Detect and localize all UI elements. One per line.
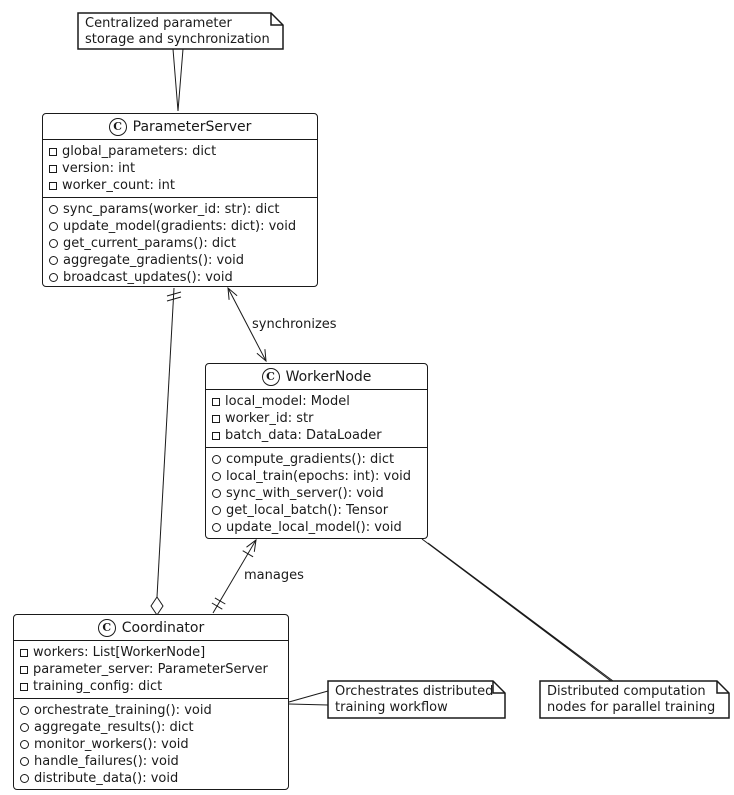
edge-label-synchronizes: synchronizes: [252, 317, 337, 332]
method-row: [14, 702, 288, 719]
method-icon: [49, 273, 58, 282]
method-text: local_train(epochs: int): void: [226, 469, 412, 484]
method-icon: [212, 523, 221, 532]
field-icon: [49, 182, 57, 190]
method-icon: [20, 774, 29, 783]
class-name: ParameterServer: [132, 118, 252, 135]
method-text: update_model(gradients: dict): void: [63, 219, 297, 234]
method-row: [14, 719, 288, 736]
method-icon: [20, 740, 29, 749]
method-row: [206, 468, 427, 485]
method-icon: [20, 757, 29, 766]
note-orchestrates-workflow: [328, 681, 500, 719]
attribute-row: [14, 644, 288, 661]
method-row: [43, 252, 317, 269]
method-text: aggregate_gradients(): void: [63, 253, 245, 268]
method-row: [14, 753, 288, 770]
method-text: orchestrate_training(): void: [34, 703, 212, 718]
method-text: update_local_model(): void: [226, 520, 402, 535]
method-icon: [212, 489, 221, 498]
attribute-text: workers: List[WorkerNode]: [33, 645, 206, 660]
method-row: [14, 770, 288, 787]
field-icon: [212, 398, 220, 406]
methods-compartment: [206, 447, 427, 539]
method-text: aggregate_results(): dict: [34, 720, 194, 735]
class-title: [206, 364, 427, 389]
attributes-compartment: [14, 640, 288, 698]
method-row: [14, 736, 288, 753]
method-row: [206, 519, 427, 536]
method-text: handle_failures(): void: [34, 754, 179, 769]
field-icon: [49, 148, 57, 156]
edge-label-manages: manages: [244, 568, 304, 583]
field-icon: [20, 683, 28, 691]
field-icon: [212, 432, 220, 440]
class-icon: C: [262, 368, 280, 386]
attribute-text: worker_count: int: [62, 178, 175, 193]
class-title: [43, 114, 317, 139]
attributes-compartment: [206, 389, 427, 447]
class-icon: C: [109, 118, 127, 136]
note-line: nodes for parallel training: [547, 700, 716, 715]
method-icon: [20, 706, 29, 715]
class-name: Coordinator: [121, 619, 205, 636]
attribute-row: [14, 678, 288, 695]
arrowhead-icon: [257, 349, 266, 361]
method-icon: [212, 455, 221, 464]
method-row: [206, 502, 427, 519]
field-icon: [20, 649, 28, 657]
attribute-text: training_config: dict: [33, 679, 163, 694]
edge-note-parameterserver: [173, 49, 183, 111]
method-row: [206, 485, 427, 502]
note-line: training workflow: [335, 700, 448, 715]
attribute-row: [43, 160, 317, 177]
attribute-text: batch_data: DataLoader: [225, 428, 382, 443]
class-icon: C: [98, 619, 116, 637]
methods-compartment: [43, 197, 317, 289]
method-icon: [49, 239, 58, 248]
method-text: broadcast_updates(): void: [63, 270, 233, 285]
class-title: [14, 615, 288, 640]
method-text: distribute_data(): void: [34, 771, 179, 786]
attribute-text: global_parameters: dict: [62, 144, 217, 159]
attribute-row: [206, 410, 427, 427]
aggregation-diamond-icon: [151, 597, 163, 615]
attribute-text: version: int: [62, 161, 136, 176]
note-line: Orchestrates distributed: [335, 684, 494, 699]
method-text: sync_with_server(): void: [226, 486, 384, 501]
edge-aggregation-coordinator-parameterserver: [151, 288, 181, 615]
note-line: Centralized parameter: [85, 16, 232, 31]
note-line: Distributed computation: [547, 684, 706, 699]
method-row: [43, 218, 317, 235]
method-text: sync_params(worker_id: str): dict: [63, 202, 280, 217]
attribute-text: local_model: Model: [225, 394, 350, 409]
method-icon: [212, 506, 221, 515]
note-centralized-parameter: [78, 13, 277, 51]
method-icon: [212, 472, 221, 481]
method-row: [43, 235, 317, 252]
method-icon: [49, 222, 58, 231]
attribute-row: [206, 393, 427, 410]
class-box-parameterserver: [42, 113, 318, 287]
class-name: WorkerNode: [285, 368, 372, 385]
attribute-text: parameter_server: ParameterServer: [33, 662, 268, 677]
note-distributed-computation: [540, 681, 722, 719]
class-box-workernode: [205, 363, 428, 539]
method-text: get_current_params(): dict: [63, 236, 236, 251]
attribute-text: worker_id: str: [225, 411, 314, 426]
method-text: compute_gradients(): dict: [226, 452, 395, 467]
method-row: [43, 201, 317, 218]
attributes-compartment: [43, 139, 317, 197]
attribute-row: [206, 427, 427, 444]
note-line: storage and synchronization: [85, 32, 270, 47]
method-text: get_local_batch(): Tensor: [226, 503, 389, 518]
edge-note-workernode: [422, 539, 613, 681]
method-icon: [49, 205, 58, 214]
field-icon: [20, 666, 28, 674]
attribute-row: [14, 661, 288, 678]
arrowhead-icon: [228, 288, 237, 300]
attribute-row: [43, 177, 317, 194]
method-row: [43, 269, 317, 286]
edge-note-coordinator: [289, 691, 328, 705]
attribute-row: [43, 143, 317, 160]
method-icon: [49, 256, 58, 265]
field-icon: [49, 165, 57, 173]
field-icon: [212, 415, 220, 423]
method-icon: [20, 723, 29, 732]
method-text: monitor_workers(): void: [34, 737, 189, 752]
methods-compartment: [14, 698, 288, 790]
multiplicity-tick-icon: [243, 551, 253, 557]
class-box-coordinator: [13, 614, 289, 790]
method-row: [206, 451, 427, 468]
